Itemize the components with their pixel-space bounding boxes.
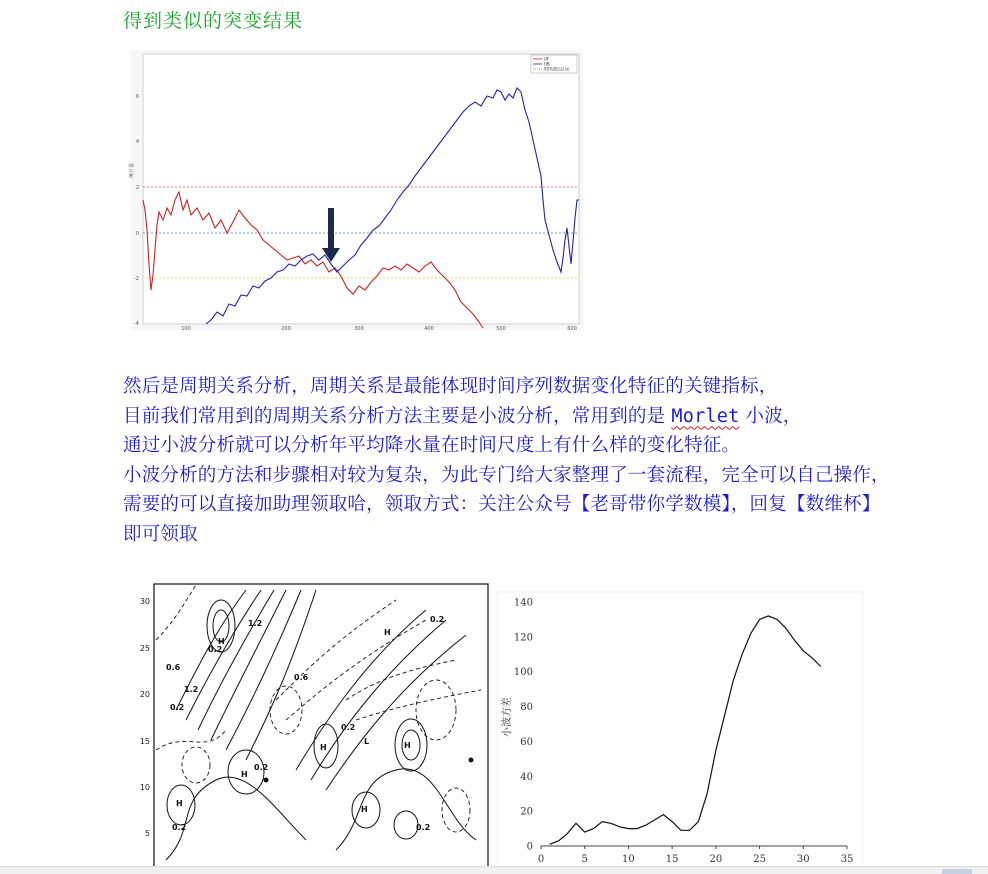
paragraph-line [123,402,893,432]
x-tick-label: 30 [797,854,810,865]
y-tick: 20 [140,690,150,699]
contour-label: 1.2 [248,619,262,628]
y-tick: -2 [134,276,139,282]
contour-label: 0.6 [294,673,309,682]
contour-label: 0.2 [254,763,268,772]
x-tick: 600 [567,326,577,332]
contour-label: 0.2 [172,823,186,832]
mutation-chart-figure [131,50,583,330]
contour-label: 0.2 [170,703,184,712]
y-tick: 0 [136,231,139,237]
contour-label: 0.2 [208,645,222,654]
y-tick: 30 [140,597,150,606]
contour-label: H [218,637,225,646]
x-tick: 200 [281,326,291,332]
y-tick-label: 80 [520,702,533,713]
contour-label: 0.2 [416,823,430,832]
x-tick-label: 15 [666,854,679,865]
y-tick: -4 [134,321,139,327]
bottom-scrollbar[interactable] [0,866,988,874]
x-tick-label: 20 [709,854,722,865]
contour-label: 0.2 [341,723,355,732]
x-tick-label: 10 [622,854,635,865]
y-tick: 25 [140,644,150,653]
morlet-term: Morlet [671,406,739,427]
y-tick: 10 [140,783,150,792]
x-tick-label: 0 [538,854,544,865]
contour-label: 0.6 [166,663,181,672]
wavelet-contour-figure [136,580,490,873]
paragraph-2: 小波分析的方法和步骤相对较为复杂，为此专门给大家整理了一套流程，完全可以自己操作，需要的可以直接加助理领取哈，领取方式：关注公众号【老哥带你学数模】，回复【数维杯】即可领取 [123,461,893,550]
paragraph-line: 然后是周期关系分析，周期关系是最能体现时间序列数据变化特征的关键指标， [123,372,893,402]
contour-label: L [364,737,369,746]
contour-label: H [241,770,248,779]
legend-ub: UB [544,62,550,67]
contour-label: H [320,743,327,752]
section-heading: 得到类似的突变结果 [123,6,303,33]
y-tick-label: 120 [514,632,533,643]
y-tick-label: 0 [527,842,533,853]
y-tick: 6 [136,94,139,100]
scrollbar-thumb[interactable] [942,869,972,874]
y-tick-label: 140 [514,598,533,609]
contour-label: 1.2 [184,685,198,694]
x-tick-label: 5 [582,854,588,865]
chart-legend [531,55,577,73]
text-run: 目前我们常用到的周期关系分析方法主要是小波分析，常用到的是 [123,406,671,427]
contour-label: H [404,741,411,750]
y-tick-label: 100 [514,667,533,678]
x-tick: 400 [424,326,434,332]
legend-ci: 95%置信区间 [544,66,569,72]
body-text [123,372,893,550]
y-tick-label: 20 [520,807,533,818]
x-tick: 500 [496,326,506,332]
y-axis-label: 统计量 [128,163,135,178]
text-run: 小波， [739,406,801,427]
y-tick: 5 [145,829,150,838]
y-tick-label: 60 [520,737,533,748]
paragraph-line: 通过小波分析就可以分析年平均降水量在时间尺度上有什么样的变化特征。 [123,431,893,461]
legend-uf: UF [544,57,550,62]
x-tick: 100 [181,326,191,332]
contour-label: H [176,799,183,808]
x-tick-label: 25 [753,854,766,865]
x-tick: 300 [354,326,364,332]
wavelet-variance-chart [497,592,863,873]
y-axis-label: 小波方差 [500,697,513,737]
y-tick-label: 40 [520,772,533,783]
y-tick: 2 [136,185,139,191]
y-tick: 4 [136,139,139,145]
contour-label: 0.2 [430,615,444,624]
x-tick-label: 35 [841,854,854,865]
y-tick: 15 [140,737,150,746]
contour-label: H [361,805,368,814]
contour-label: H [384,628,391,637]
